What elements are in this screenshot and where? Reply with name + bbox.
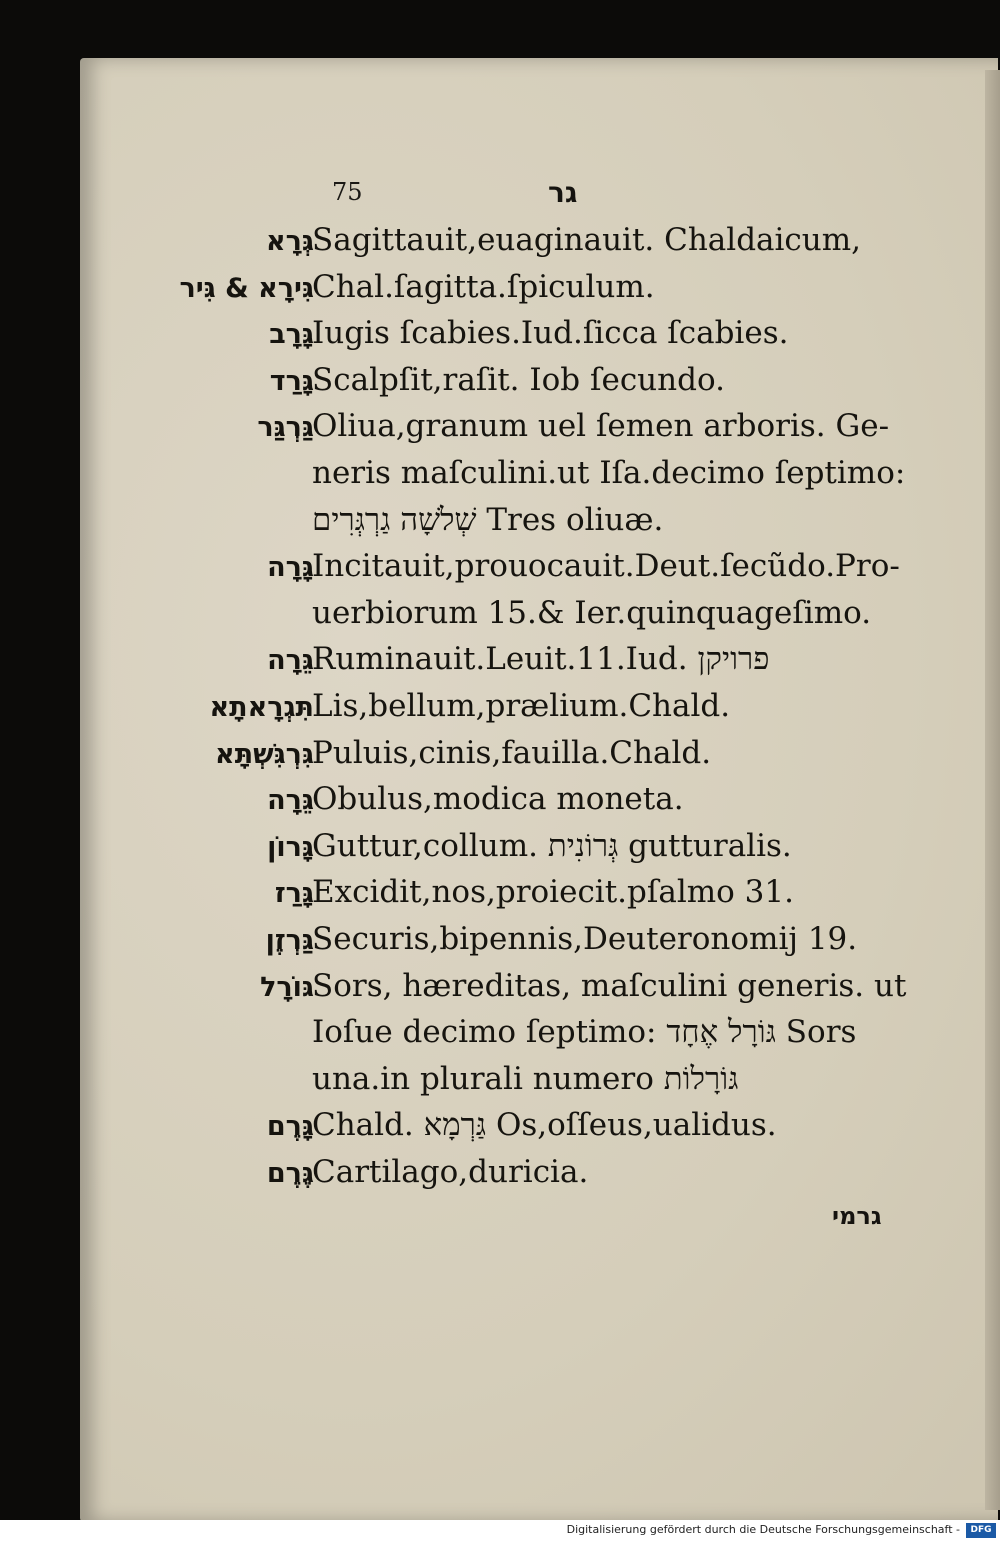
running-head: גר: [548, 176, 578, 209]
hebrew-headword: גִּרְגִּשְׁתָּא: [215, 738, 314, 770]
hebrew-headword: גָּרֶם: [266, 1111, 314, 1143]
latin-gloss: Sors, hæreditas, maſculini generis. ut: [312, 967, 907, 1004]
hebrew-headword: גָּרַד: [269, 365, 314, 397]
hebrew-headword: תִּגְרָאתָא: [209, 692, 314, 723]
entry-line: [0, 315, 1000, 361]
entry-line: [0, 455, 1000, 501]
entry-line: [0, 968, 1000, 1014]
latin-gloss: Ioſue decimo ſeptimo: גּוֹרָל אֶחָד Sors: [312, 1014, 857, 1051]
hebrew-headword: גֶּרֶם: [266, 1158, 314, 1189]
entry-line: [0, 921, 1000, 967]
entry-line: [0, 1154, 1000, 1200]
hebrew-headword: גִּירָא & גִּיר: [179, 272, 314, 304]
entry-line: [0, 781, 1000, 827]
hebrew-headword: גָּרוֹן: [267, 831, 314, 863]
latin-gloss: Lis,bellum,prælium.Chald.: [312, 688, 731, 724]
hebrew-headword: גָּרָב: [269, 319, 314, 351]
entry-line: [0, 548, 1000, 594]
entry-line: [0, 735, 1000, 781]
latin-gloss: Puluis,cinis,fauilla.Chald.: [312, 734, 712, 771]
catchword: גרמי: [832, 1202, 882, 1230]
latin-gloss: Ruminauit.Leuit.11.Iud. פרויקן: [312, 641, 770, 678]
page-header: [0, 178, 1000, 218]
hebrew-headword: גַּרְגַּר: [257, 412, 314, 444]
latin-gloss: Scalpſit,raſit. Iob ſecundo.: [312, 361, 725, 398]
latin-gloss: Excidit,nos,proiecit.pſalmo 31.: [312, 874, 794, 911]
entry-line: [0, 874, 1000, 920]
hebrew-headword: גָּרַז: [274, 878, 314, 910]
hebrew-headword: גּוֹרָל: [260, 971, 314, 1003]
footer-bar: [0, 1520, 1000, 1542]
latin-gloss: Incitauit,prouocauit.Deut.ſecũdo.Pro-: [312, 548, 900, 585]
latin-gloss: Guttur,collum. גְּרוֹנִית gutturalis.: [312, 827, 792, 864]
latin-gloss: Iugis ſcabies.Iud.ſicca ſcabies.: [312, 315, 789, 352]
entry-line: [0, 641, 1000, 687]
entry-line: [0, 362, 1000, 408]
dfg-logo: DFG: [966, 1523, 996, 1538]
entry-line: [0, 828, 1000, 874]
entry-line: [0, 222, 1000, 268]
entry-line: [0, 1061, 1000, 1107]
latin-gloss: Sagittauit,euaginauit. Chaldaicum,: [312, 222, 862, 258]
hebrew-headword: גַּרְזֶן: [265, 925, 314, 956]
hebrew-headword: גְּרָא: [266, 226, 314, 257]
hebrew-headword: גֵּרָה: [267, 785, 314, 817]
hebrew-headword: גָּרָה: [267, 552, 314, 584]
latin-gloss: una.in plurali numero גּוֹרָלוֹת: [312, 1060, 739, 1097]
latin-gloss: Chal.ſagitta.ſpiculum.: [312, 268, 655, 305]
latin-gloss: שְׁלֹשָׁה גַרְגְּרִים Tres oliuæ.: [312, 501, 664, 538]
footer-credit: Digitalisierung gefördert durch die Deutsche Forschungsgemeinschaft -: [566, 1523, 960, 1536]
latin-gloss: Chald. גַּרְמָא Os,oſſeus,ualidus.: [312, 1107, 777, 1144]
entry-line: [0, 1014, 1000, 1060]
latin-gloss: neris maſculini.ut Iſa.decimo ſeptimo:: [312, 455, 906, 491]
entry-line: [0, 269, 1000, 315]
entry-line: [0, 408, 1000, 454]
entry-line: [0, 502, 1000, 548]
entry-line: [0, 1107, 1000, 1153]
latin-gloss: Oliua,granum uel ſemen arboris. Ge-: [312, 408, 890, 445]
latin-gloss: uerbiorum 15.& Ier.quinquageſimo.: [312, 594, 872, 631]
entry-line: [0, 688, 1000, 734]
entry-line: [0, 595, 1000, 641]
latin-gloss: Obulus,modica moneta.: [312, 781, 684, 818]
latin-gloss: Cartilago,duricia.: [312, 1154, 589, 1190]
folio-number: 75: [332, 178, 363, 206]
latin-gloss: Securis,bipennis,Deuteronomij 19.: [312, 921, 858, 957]
hebrew-headword: גֵּרָה: [267, 645, 314, 677]
